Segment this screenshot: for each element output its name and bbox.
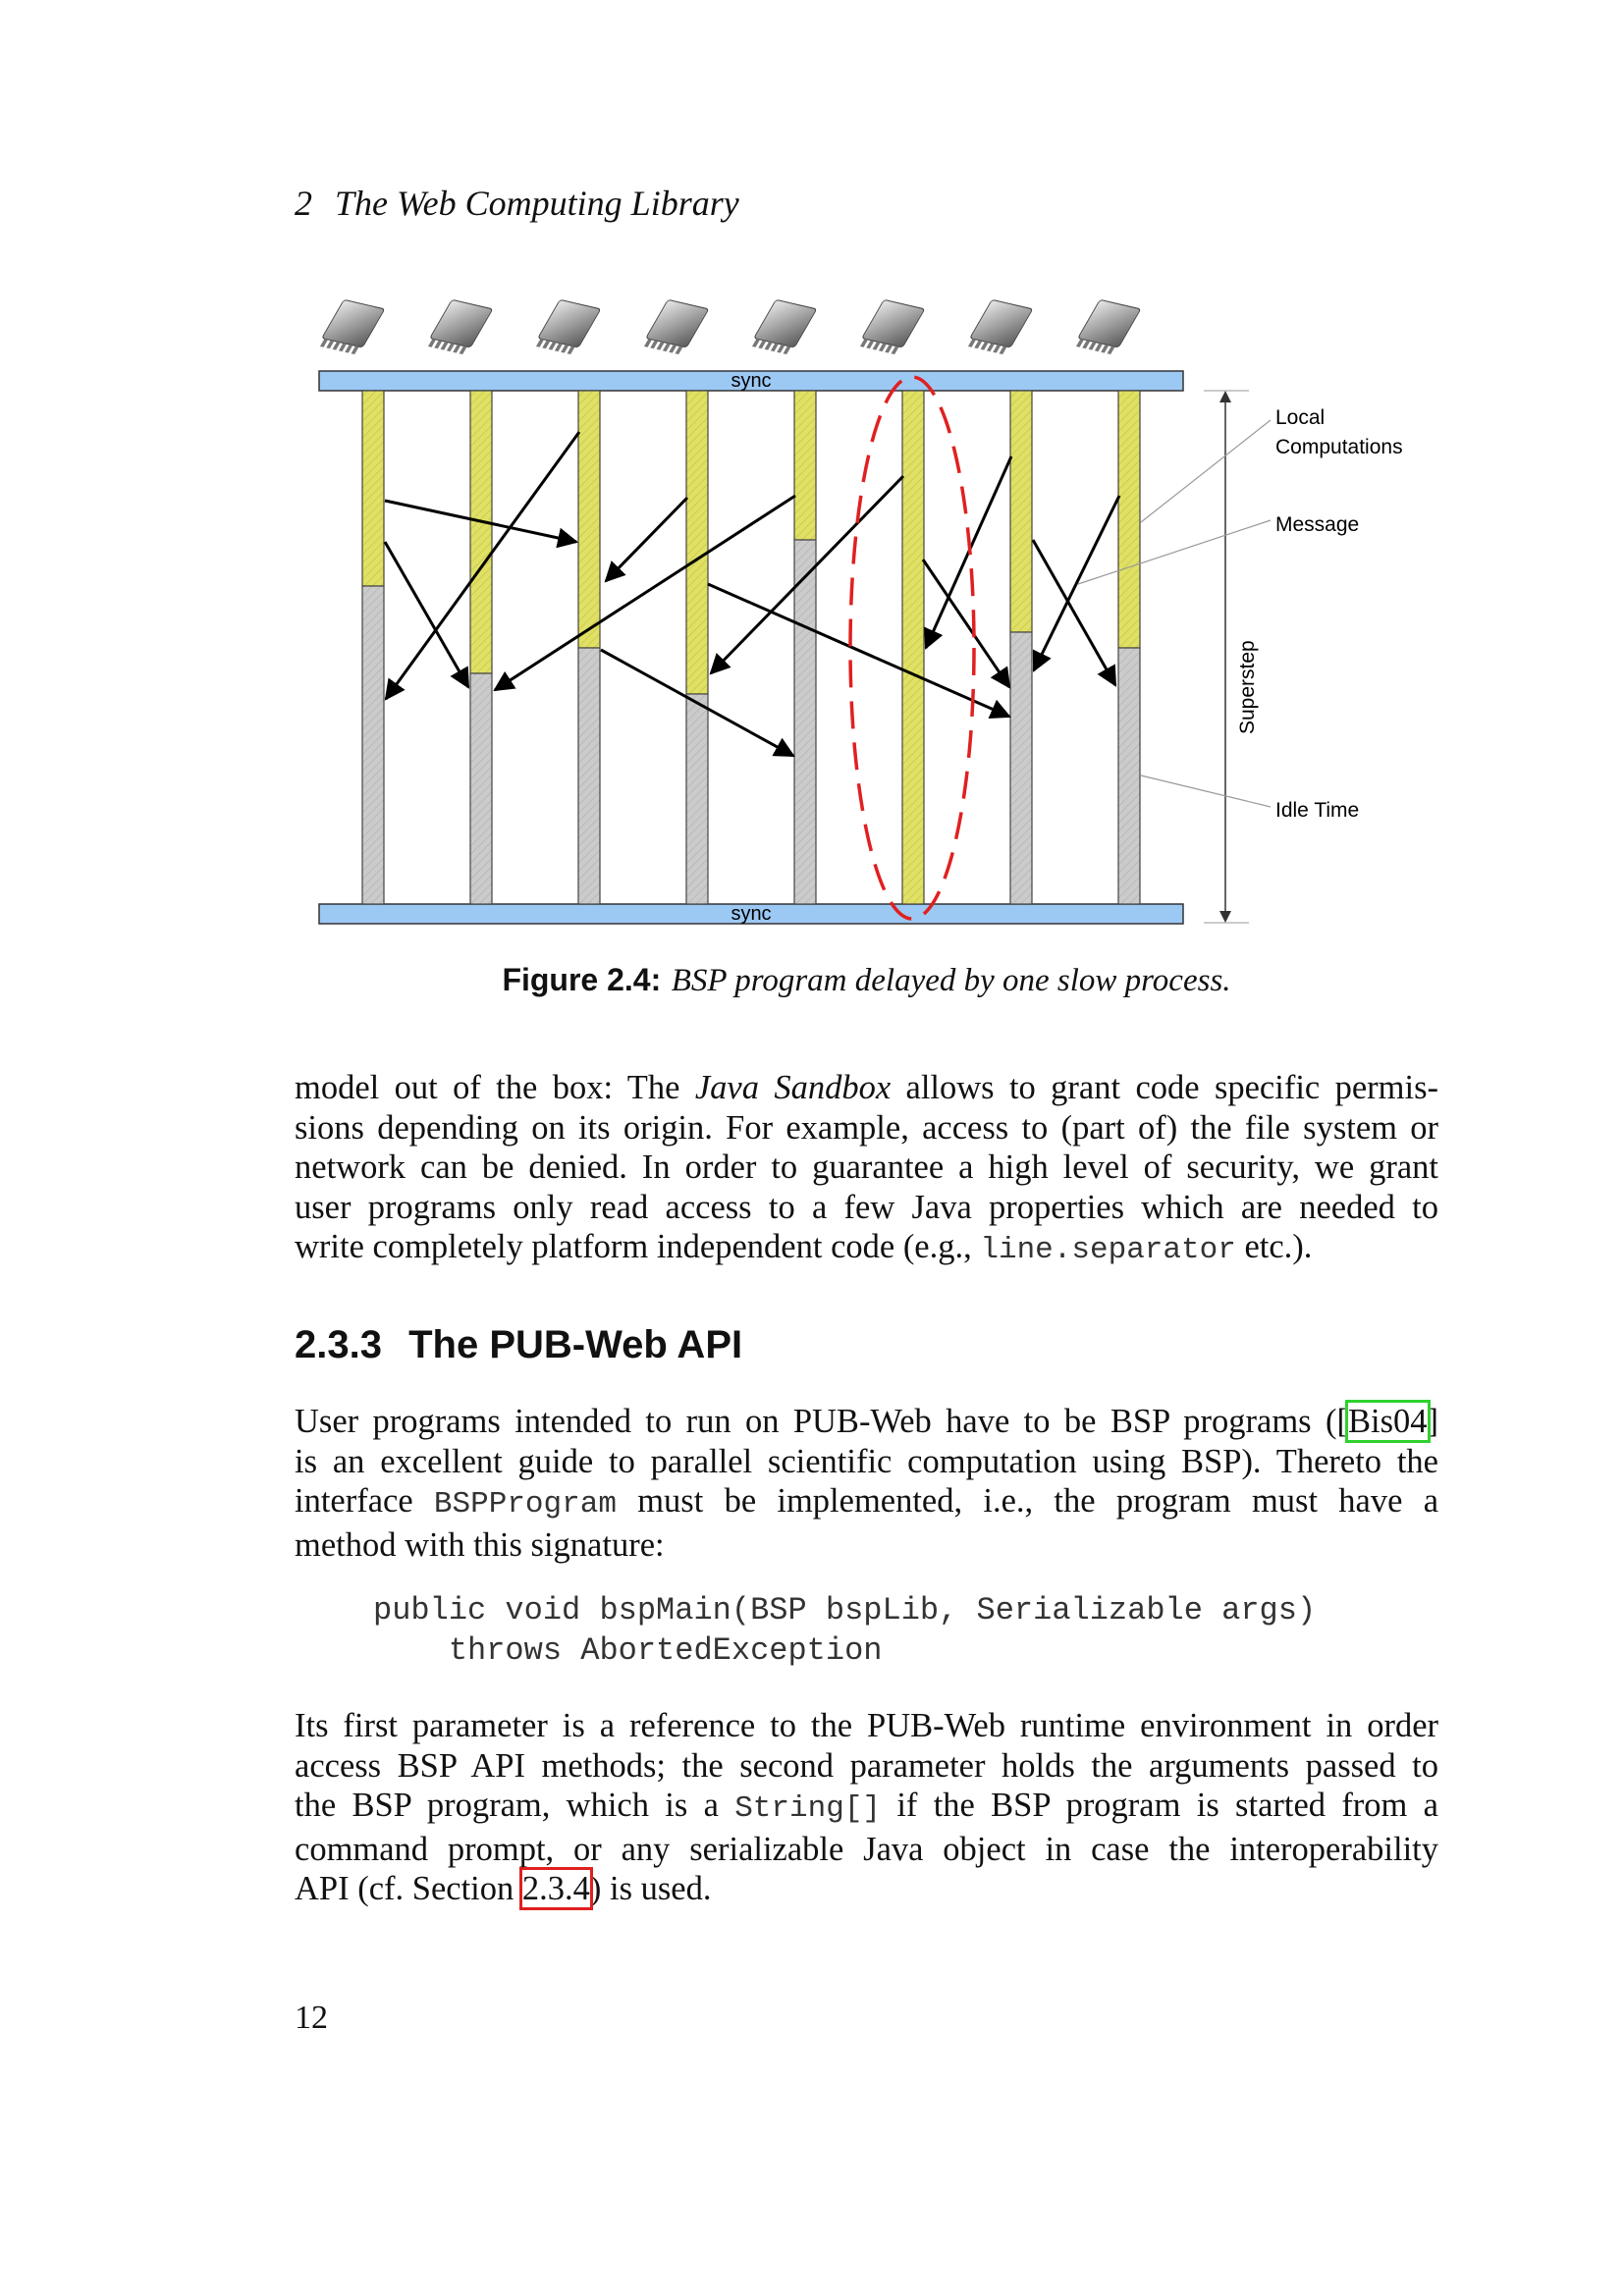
paragraph-api-intro: User programs intended to run on PUB-Web have to be BSP programs ([Bis04] is an excellent guide to parallel scientific computation using BSP). Thereto the interface BSPProgram must be implemented, i.e., the program must have a method with this signature: [295, 1403, 1439, 1564]
citation-link-bis04[interactable]: Bis04 [1347, 1403, 1428, 1440]
message-arrow [495, 496, 795, 690]
compute-segment [1010, 391, 1032, 632]
process-column [794, 391, 816, 904]
cpu-chip-icon [749, 299, 817, 355]
idle-segment [470, 673, 492, 904]
local-computations-label-2: Computations [1275, 436, 1403, 458]
process-column [362, 391, 384, 904]
local-computations-label: Local [1275, 406, 1326, 429]
process-column [686, 391, 708, 904]
figure-caption [295, 960, 1438, 999]
caption-label: Figure 2.4: [502, 962, 662, 997]
section-heading [295, 1323, 742, 1367]
idle-segment [686, 694, 708, 904]
message-arrow [606, 498, 687, 581]
process-column [470, 391, 492, 904]
cpu-chip-icon [425, 299, 493, 355]
compute-segment [1118, 391, 1140, 648]
cpu-chip-icon [965, 299, 1033, 355]
code-line-2: throws AbortedException [373, 1632, 883, 1669]
cpu-chip-icon [857, 299, 925, 355]
compute-segment [362, 391, 384, 586]
compute-segment [578, 391, 600, 648]
compute-segment [794, 391, 816, 540]
bsp-figure [0, 0, 1624, 942]
idle-segment [1118, 648, 1140, 904]
caption-text: BSP program delayed by one slow process. [671, 963, 1231, 998]
superstep-label: Superstep [1236, 640, 1259, 734]
compute-segment [470, 391, 492, 673]
cpu-chip-icon [641, 299, 709, 355]
message-label: Message [1275, 513, 1360, 536]
idle-segment [578, 648, 600, 904]
sync-label-top: sync [731, 370, 772, 392]
message-arrow [385, 542, 468, 687]
sync-label-bottom: sync [731, 903, 772, 925]
section-link-2-3-4[interactable]: 2.3.4 [521, 1870, 590, 1907]
chapter-title: The Web Computing Library [335, 184, 739, 223]
chapter-number: 2 [295, 184, 312, 223]
section-number: 2.3.3 [295, 1323, 382, 1366]
paragraph-parameters: Its first parameter is a reference to the PUB-Web runtime environment in order access BSP API methods; the second parameter holds the arguments passed to the BSP program, which is a String[] if the BSP program is started from a command prompt, or any serializable Java object in case the interoperability API (cf. Section 2.3.4) is used. [295, 1707, 1438, 1907]
section-title: The PUB-Web API [408, 1323, 743, 1366]
idle-segment [362, 586, 384, 904]
idle-segment [1010, 632, 1032, 904]
cpu-chip-icon [1073, 299, 1141, 355]
page-number: 12 [295, 2000, 328, 2036]
code-line-1: public void bspMain(BSP bspLib, Serializable args) [373, 1592, 1317, 1629]
message-arrow [708, 584, 1009, 717]
idle-time-label: Idle Time [1275, 799, 1360, 822]
message-arrow [1034, 496, 1119, 670]
paragraph-sandbox: model out of the box: The Java Sandbox allows to grant code specific permis- sions depending on its origin. For example, access to (part of) the file system or network can be denied. In order to guarantee a high level of security, we grant user programs only read access to a few Java properties which are needed to write completely platform independent code (e.g., line.separator etc.). [295, 1069, 1438, 1267]
compute-segment [686, 391, 708, 694]
process-column [1118, 391, 1140, 904]
cpu-chip-icon [317, 299, 385, 355]
process-column [578, 391, 600, 904]
cpu-chip-icon [533, 299, 601, 355]
idle-segment [794, 540, 816, 904]
process-column [902, 391, 924, 904]
compute-segment [902, 391, 924, 904]
code-listing [373, 1590, 1316, 1671]
process-column [1010, 391, 1032, 904]
message-arrow [1033, 540, 1115, 685]
